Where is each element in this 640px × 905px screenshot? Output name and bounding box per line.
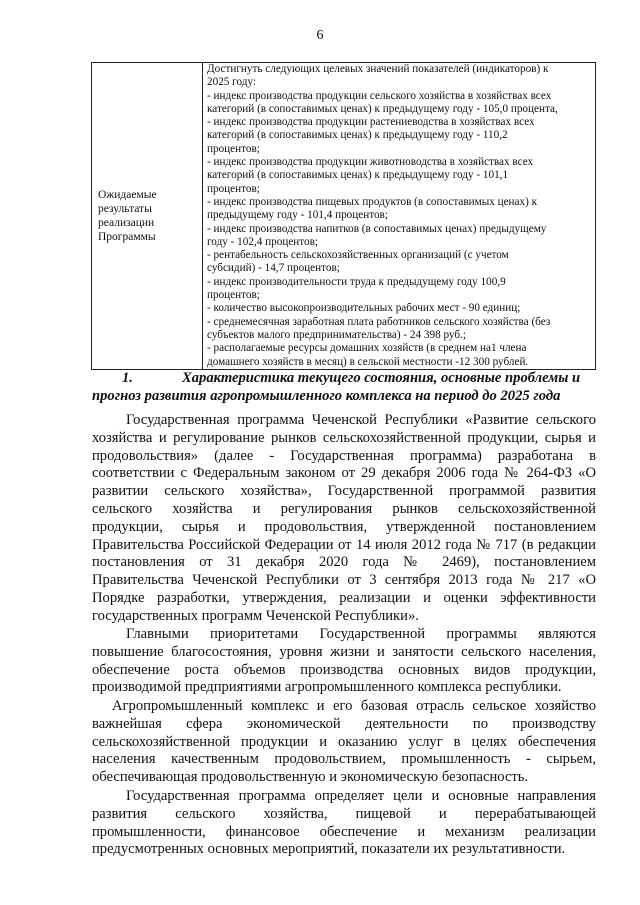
- indicator-line: - рентабельность сельскохозяйственных организаций (с учетом: [207, 249, 509, 262]
- text-line: обеспечение роста объемов производства основных видов продукции,: [92, 661, 596, 678]
- text-line: соответствии с Федеральным законом от 29 декабря 2006 года № 264-ФЗ «О: [92, 465, 596, 482]
- expected-results-table: [91, 62, 596, 370]
- text-line: Правительства Российской Федерации от 14 июля 2012 года № 717 (в редакции: [92, 536, 596, 553]
- table-label-cell: [92, 63, 203, 370]
- indicator-line: процентов;: [207, 182, 260, 195]
- indicator-line: - располагаемые ресурсы домашних хозяйств (в среднем на1 члена: [207, 342, 527, 355]
- indicator-line: году - 102,4 процентов;: [207, 235, 318, 248]
- indicator-line: категорий (в сопоставимых ценах) к предыдущему году - 101,1: [207, 169, 509, 182]
- section-heading: [92, 370, 602, 406]
- indicator-line: Достигнуть следующих целевых значений показателей (индикаторов) к: [207, 63, 549, 75]
- text-line: Главными приоритетами Государственной программы являются: [126, 626, 596, 642]
- indicator-line: субсидий) - 14,7 процентов;: [207, 262, 340, 275]
- text-line: развитии сельского хозяйства», Государственной программой развития: [92, 483, 596, 500]
- indicator-line: - индекс производства пищевых продуктов (в сопоставимых ценах) к: [207, 195, 538, 208]
- indicator-line: категорий (в сопоставимых ценах) к предыдущему году - 110,2: [207, 129, 508, 142]
- text-line: развития сельского хозяйства, пищевой и перерабатывающей: [92, 805, 596, 822]
- indicator-line: - количество высокопроизводительных рабочих мест - 90 единиц;: [207, 302, 521, 315]
- indicator-line: - индекс производства напитков (в сопоставимых ценах) предыдущему: [207, 222, 547, 235]
- text-line: продовольствия» (далее - Государственная программа) разработана в: [92, 447, 596, 464]
- paragraph-program-description: [92, 412, 596, 626]
- text-line: предусмотренных основных мероприятий, показатели их результативности.: [92, 841, 566, 858]
- text-line: промышленности, финансовое обеспечение и механизм реализации: [92, 823, 596, 840]
- indicator-line: процентов;: [207, 142, 260, 155]
- text-line: хозяйства и регулирование рынков сельскохозяйственной продукции, сырья и: [92, 429, 596, 446]
- section-number: 1.: [122, 370, 133, 386]
- indicator-line: субъектов малого предпринимательства) - 24 398 руб.;: [207, 328, 466, 341]
- table-row: [92, 63, 596, 370]
- section-heading-line: прогноз развития агропромышленного комплекса на период до 2025 года: [92, 387, 561, 404]
- text-line: сельского хозяйства и регулирования рынков сельскохозяйственной: [92, 500, 596, 517]
- text-line: Государственная программа определяет цели и основные направления: [126, 788, 596, 804]
- text-line: сельскохозяйственной продукции и оказанию услуг в целях обеспечения: [92, 733, 596, 750]
- text-line: Государственная программа Чеченской Республики «Развитие сельского: [126, 412, 596, 428]
- label-line: Программы: [98, 230, 156, 243]
- indicator-line: - индекс производства продукции животноводства в хозяйствах всех: [207, 156, 534, 169]
- text-line: государственных программ Чеченской Республики».: [92, 607, 419, 624]
- indicator-line: домашнего хозяйств в месяц) в сельской местности -12 300 рублей.: [207, 355, 529, 368]
- label-line: Ожидаемые: [98, 188, 157, 201]
- text-line: Порядке разработки, утверждения, реализации и оценки эффективности: [92, 589, 596, 606]
- label-line: результаты: [98, 202, 152, 215]
- label-line: реализации: [98, 216, 155, 229]
- section-heading-line: Характеристика текущего состояния, основные проблемы и: [182, 370, 581, 386]
- text-line: населения качественным продовольствием, промышленность - сырьем,: [92, 751, 596, 768]
- table-content-cell: [203, 63, 596, 370]
- paragraph-agro-complex: [92, 698, 596, 787]
- indicator-line: 2025 году:: [207, 76, 256, 89]
- text-line: постановления от 31 декабря 2020 года № 2469), постановлением: [92, 554, 596, 571]
- text-line: Правительства Чеченской Республики от 3 сентября 2013 года № 217 «О: [92, 572, 596, 589]
- text-line: важнейшая сфера экономической деятельности по производству: [92, 715, 596, 732]
- text-line: обеспечивающая продовольственную и экономическую безопасность.: [92, 769, 529, 786]
- indicator-line: - среднемесячная заработная плата работников сельского хозяйства (без: [207, 315, 551, 328]
- text-line: Агропромышленный комплекс и его базовая отрасль сельское хозяйство: [112, 698, 596, 714]
- text-line: повышение благосостояния, уровня жизни и занятости сельского населения,: [92, 643, 596, 660]
- text-line: производимой предприятиями агропромышленного комплекса республики.: [92, 679, 562, 696]
- indicator-line: процентов;: [207, 289, 260, 302]
- indicator-line: предыдущему году - 101,4 процентов;: [207, 209, 388, 222]
- indicator-line: категорий (в сопоставимых ценах) к предыдущему году - 105,0 процента,: [207, 102, 558, 115]
- indicator-line: - индекс производства продукции сельского хозяйства в хозяйствах всех: [207, 89, 552, 102]
- indicator-line: - индекс производительности труда к предыдущему году 100,9: [207, 275, 506, 288]
- indicator-line: - индекс производства продукции растениеводства в хозяйствах всех: [207, 116, 535, 129]
- text-line: продукции, сырья и продовольствия, утвержденной постановлением: [92, 518, 596, 535]
- page-number: 6: [316, 28, 324, 43]
- paragraph-goals: [92, 788, 596, 859]
- paragraph-priorities: [92, 626, 596, 697]
